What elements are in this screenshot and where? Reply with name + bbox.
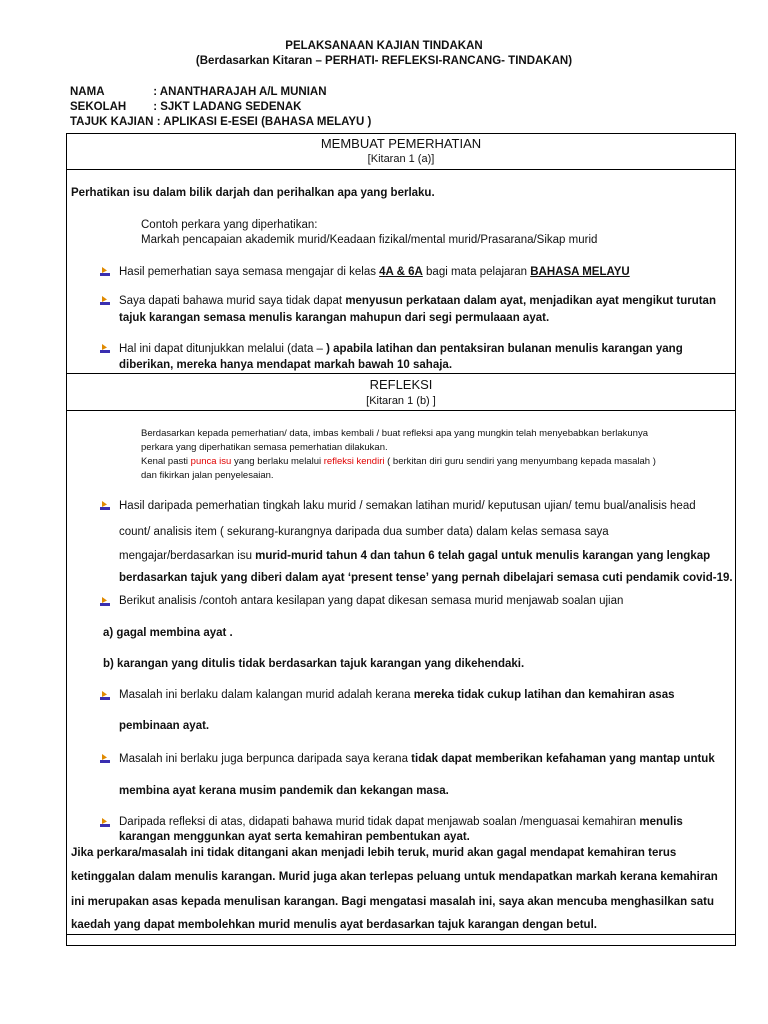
conclusion-line-3: ini merupakan asas kepada menulisan karangan. Bagi mengatasi masalah ini, saya akan mencuba menghasilkan satu: [71, 896, 714, 908]
reflection-guide-1: Berdasarkan kepada pemerhatian/ data, imbas kembali / buat refleksi apa yang mungkin telah menyebabkan berlakunya: [141, 428, 648, 439]
observation-point-2: [119, 296, 716, 308]
action-research-table: [66, 133, 736, 946]
r1-line3-text: mengajar/berdasarkan isu: [119, 550, 256, 562]
document-title: PELAKSANAAN KAJIAN TINDAKAN: [285, 40, 483, 52]
conclusion-line-2: ketinggalan dalam menulis karangan. Murid juga akan terlepas peluang untuk mendapatkan markah kerana kemahiran: [71, 871, 718, 883]
error-item-a: a) gagal membina ayat .: [103, 627, 233, 639]
guide3-refleksi: refleksi kendiri: [323, 456, 385, 467]
observation-point-3-cont: diberikan, mereka hanya mendapat markah bawah 10 sahaja.: [119, 359, 453, 371]
obs2-text: Saya dapati bahawa murid saya tidak dapat: [119, 295, 346, 307]
conclusion-line-1: Jika perkara/masalah ini tidak ditangani akan menjadi lebih teruk, murid akan gagal mendapat kemahiran terus: [71, 847, 677, 859]
meta-nama: [70, 86, 327, 98]
r1-line3-bold: murid-murid tahun 4 dan tahun 6 telah gagal untuk menulis karangan yang lengkap: [255, 550, 711, 562]
divider: [67, 169, 735, 170]
meta-tajuk: [70, 116, 371, 128]
divider: [67, 934, 735, 935]
observation-point-2-cont: tajuk karangan semasa menulis karangan mahupun dari segi permulaaan ayat.: [119, 312, 550, 324]
r5-text: Daripada refleksi di atas, didapati bahawa murid tidak dapat menjawab soalan /menguasai kemahiran: [119, 816, 640, 828]
arrow-bullet-icon: [99, 752, 111, 764]
reflection-point-1-line1: Hasil daripada pemerhatian tingkah laku murid / semakan latihan murid/ keputusan ujian/ temu bual/analisis head: [119, 500, 696, 512]
nama-value: : ANANTHARAJAH A/L MUNIAN: [153, 86, 327, 98]
conclusion-line-4: kaedah yang dapat membolehkan murid menulis ayat berdasarkan tajuk karangan dengan betul.: [71, 919, 597, 931]
r4-bold: tidak dapat memberikan kefahaman yang mantap untuk: [411, 753, 715, 765]
section2-title: REFLEKSI: [369, 377, 433, 392]
arrow-bullet-icon: [99, 294, 111, 306]
guide3-punca: punca isu: [190, 456, 232, 467]
observation-point-3: [119, 344, 683, 356]
reflection-point-4: [119, 754, 715, 766]
example-heading: Contoh perkara yang diperhatikan:: [141, 219, 318, 231]
r4-text: Masalah ini berlaku juga berpunca daripada saya kerana: [119, 753, 412, 765]
reflection-point-3-cont: pembinaan ayat.: [119, 720, 210, 732]
obs1-subject: BAHASA MELAYU: [530, 266, 630, 278]
arrow-bullet-icon: [99, 595, 111, 607]
sekolah-value: : SJKT LADANG SEDENAK: [153, 101, 302, 113]
document-subtitle: (Berdasarkan Kitaran – PERHATI- REFLEKSI-RANCANG- TINDAKAN): [195, 55, 573, 67]
arrow-bullet-icon: [99, 342, 111, 354]
section1-cycle: [Kitaran 1 (a)]: [367, 153, 435, 165]
obs3-text: Hal ini dapat ditunjukkan melalui (data –: [119, 343, 327, 355]
error-item-b: b) karangan yang ditulis tidak berdasarkan tajuk karangan yang dikehendaki.: [103, 658, 525, 670]
r3-bold: mereka tidak cukup latihan dan kemahiran asas: [413, 689, 675, 701]
arrow-bullet-icon: [99, 265, 111, 277]
guide3-c: yang berlaku melalui: [231, 456, 324, 467]
divider: [67, 410, 735, 411]
reflection-point-4-cont: membina ayat kerana musim pandemik dan kekangan masa.: [119, 785, 449, 797]
section1-instruction: Perhatikan isu dalam bilik darjah dan perihalkan apa yang berlaku.: [71, 187, 435, 199]
section1-title: MEMBUAT PEMERHATIAN: [320, 136, 482, 151]
arrow-bullet-icon: [99, 689, 111, 701]
obs1-class: 4A & 6A: [379, 266, 423, 278]
guide3-a: Kenal pasti: [141, 456, 191, 467]
tajuk-label: TAJUK KAJIAN: [70, 116, 154, 128]
example-list: Markah pencapaian akademik murid/Keadaan fizikal/mental murid/Prasarana/Sikap murid: [141, 234, 598, 246]
reflection-point-1-line3: [119, 551, 710, 563]
obs3-bold: ) apabila latihan dan pentaksiran bulanan menulis karangan yang: [326, 343, 683, 355]
reflection-point-2: Berikut analisis /contoh antara kesilapan yang dapat dikesan semasa murid menjawab soalan ujian: [119, 595, 624, 607]
reflection-point-5-cont: karangan menggunkan ayat serta kemahiran pembentukan ayat.: [119, 831, 470, 843]
reflection-guide-4: dan fikirkan jalan penyelesaian.: [141, 470, 274, 481]
obs1-mid: bagi mata pelajaran: [422, 266, 531, 278]
obs2-bold: menyusun perkataan dalam ayat, menjadikan ayat mengikut turutan: [345, 295, 716, 307]
r5-bold: menulis: [639, 816, 683, 828]
sekolah-label: SEKOLAH: [70, 101, 127, 113]
reflection-guide-3: [141, 457, 656, 467]
reflection-point-5: [119, 817, 683, 829]
divider: [67, 373, 735, 374]
arrow-bullet-icon: [99, 816, 111, 828]
reflection-point-1-line2: count/ analisis item ( sekurang-kurangnya daripada dua sumber data) dalam kelas semasa saya: [119, 526, 609, 538]
observation-point-1: [119, 267, 630, 279]
guide3-e: ( berkitan diri guru sendiri yang menyumbang kepada masalah ): [384, 456, 656, 467]
section2-cycle: [Kitaran 1 (b) ]: [366, 395, 436, 407]
obs1-text: Hasil pemerhatian saya semasa mengajar di kelas: [119, 266, 380, 278]
reflection-point-3: [119, 690, 675, 702]
r3-text: Masalah ini berlaku dalam kalangan murid adalah kerana: [119, 689, 414, 701]
reflection-point-1-line4: berdasarkan tajuk yang diberi dalam ayat ‘present tense’ yang pernah dibelajari semasa cuti pendamik covid-19.: [119, 572, 733, 584]
meta-sekolah: [70, 101, 301, 113]
nama-label: NAMA: [70, 86, 105, 98]
arrow-bullet-icon: [99, 499, 111, 511]
tajuk-value: : APLIKASI E-ESEI (BAHASA MELAYU ): [156, 116, 372, 128]
reflection-guide-2: perkara yang diperhatikan semasa pemerhatian dilakukan.: [141, 442, 388, 453]
